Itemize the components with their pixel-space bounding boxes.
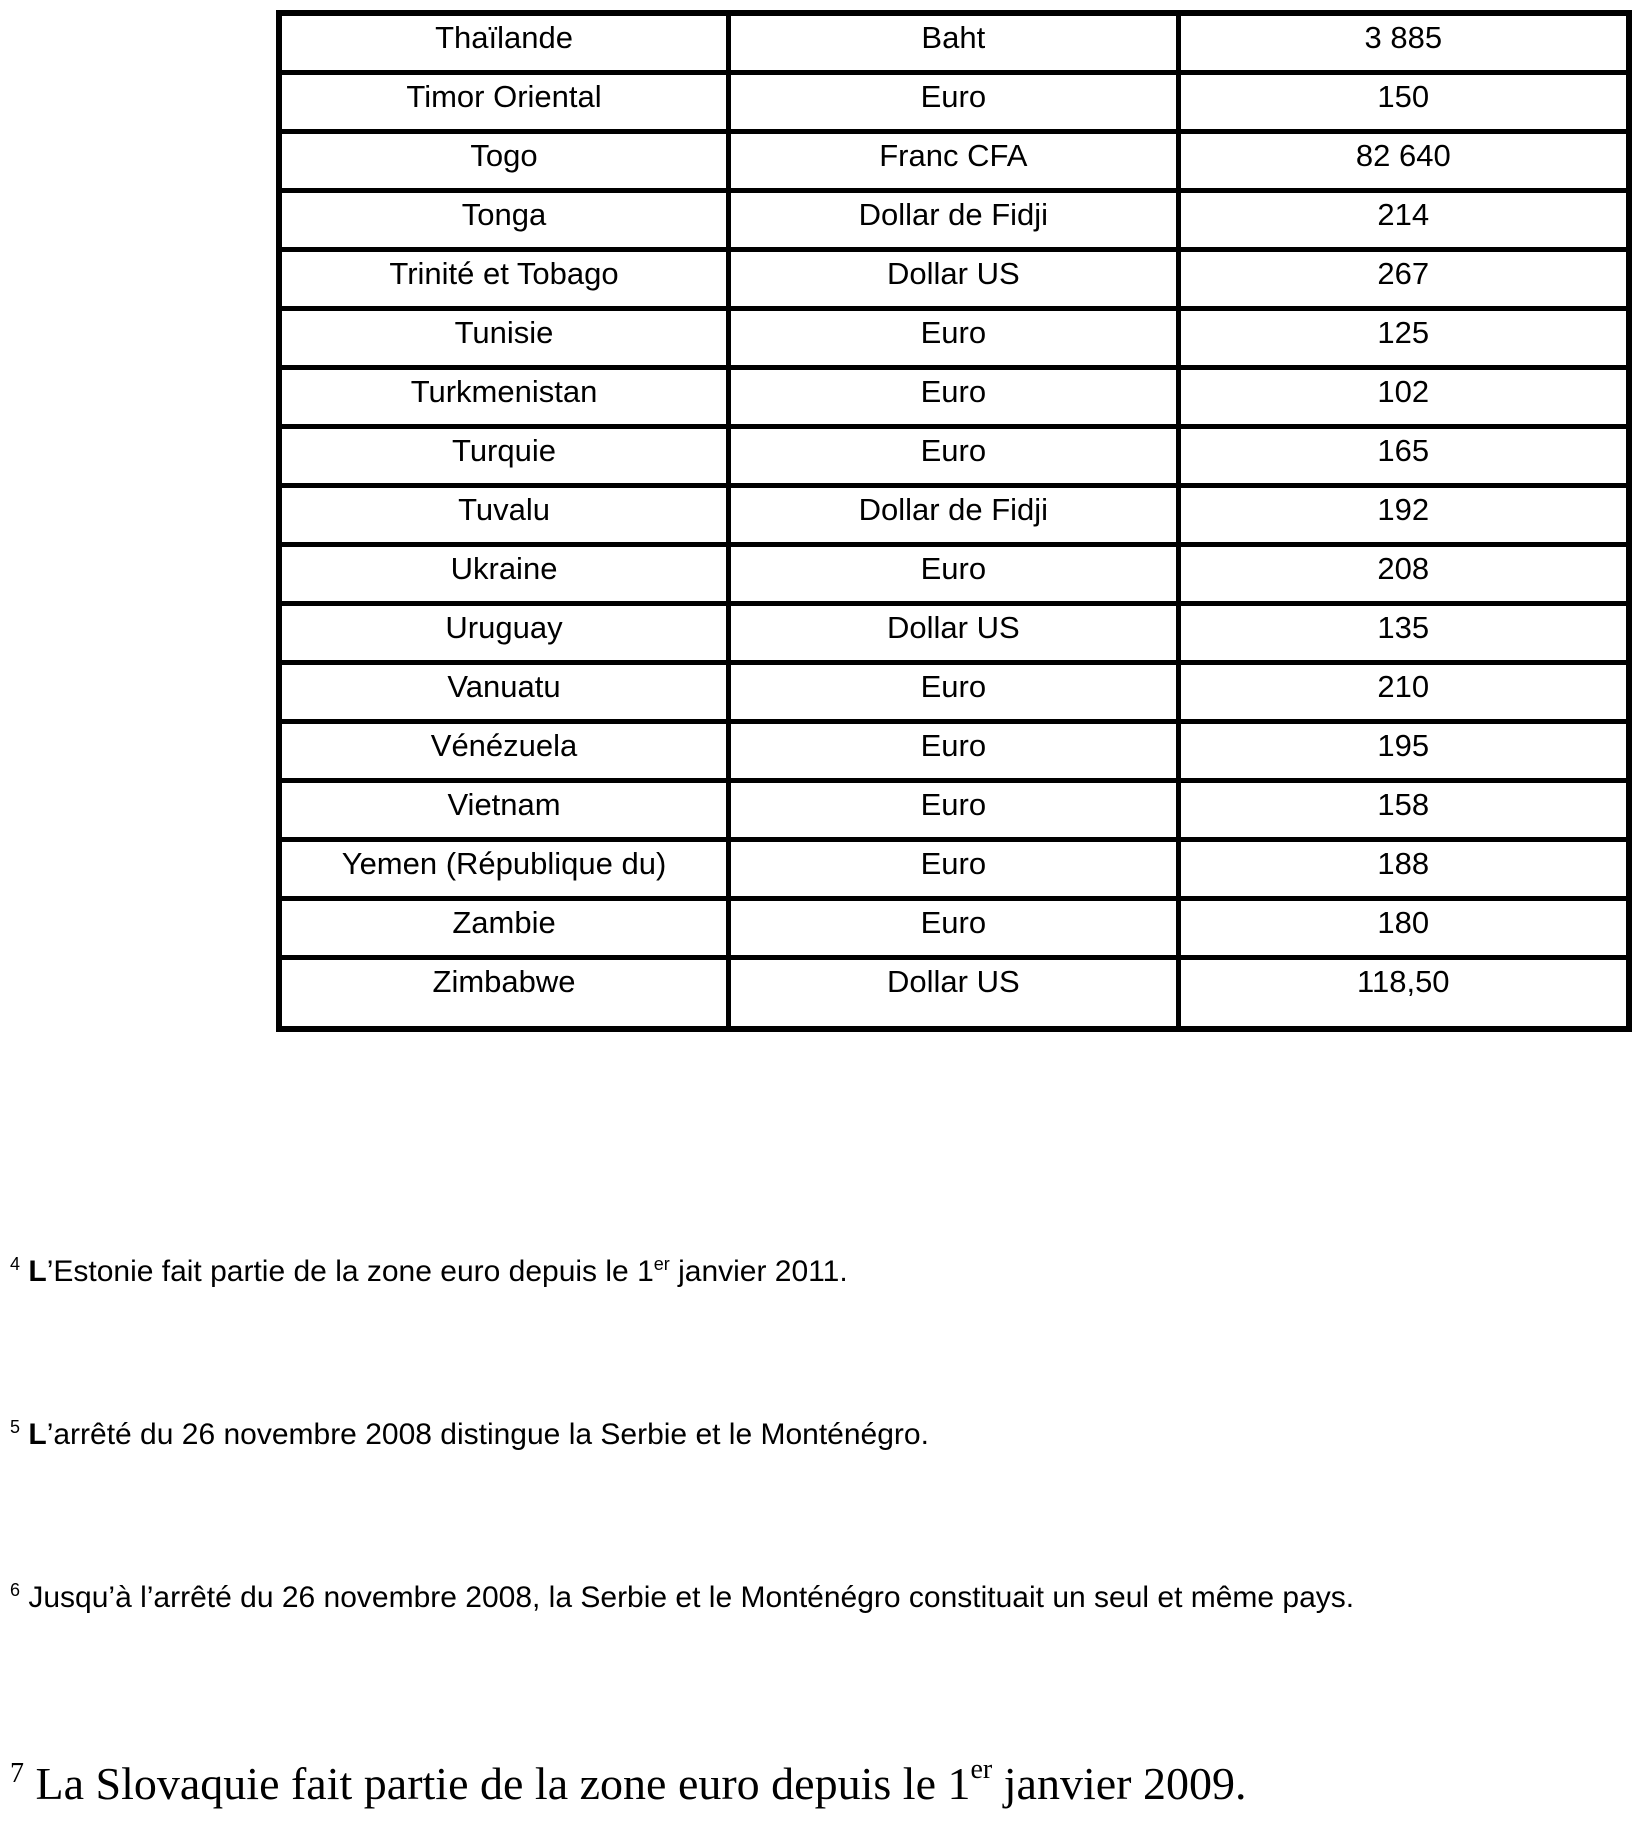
country-cell: Vanuatu	[279, 662, 729, 721]
table-body	[279, 13, 1629, 1029]
amount-cell: 180	[1178, 898, 1629, 957]
amount-cell: 208	[1178, 544, 1629, 603]
footnote-number: 6	[10, 1580, 21, 1600]
footnote-lead-letter: L	[28, 1418, 47, 1451]
country-cell: Trinité et Tobago	[279, 249, 729, 308]
currency-cell: Euro	[729, 721, 1179, 780]
amount-cell: 192	[1178, 485, 1629, 544]
table-row	[279, 190, 1629, 249]
table-row	[279, 485, 1629, 544]
currency-cell: Euro	[729, 662, 1179, 721]
footnote-superscript: er	[970, 1754, 993, 1785]
table-row	[279, 13, 1629, 72]
footnote-number: 7	[10, 1758, 24, 1789]
amount-cell: 3 885	[1178, 13, 1629, 72]
currency-cell: Dollar de Fidji	[729, 190, 1179, 249]
table-row	[279, 72, 1629, 131]
country-cell: Turquie	[279, 426, 729, 485]
table-row	[279, 780, 1629, 839]
table-row	[279, 544, 1629, 603]
amount-cell: 135	[1178, 603, 1629, 662]
country-cell: Uruguay	[279, 603, 729, 662]
footnote-text: ’arrêté du 26 novembre 2008 distingue la Serbie et le Monténégro.	[46, 1418, 929, 1451]
table-row	[279, 367, 1629, 426]
country-cell: Vénézuela	[279, 721, 729, 780]
country-cell: Zimbabwe	[279, 957, 729, 1029]
currency-cell: Dollar US	[729, 957, 1179, 1029]
amount-cell: 82 640	[1178, 131, 1629, 190]
amount-cell: 158	[1178, 780, 1629, 839]
country-cell: Tonga	[279, 190, 729, 249]
country-cell: Thaïlande	[279, 13, 729, 72]
allowance-rate-table	[276, 10, 1632, 1032]
footnote-superscript: er	[653, 1254, 670, 1274]
currency-cell: Euro	[729, 839, 1179, 898]
currency-cell: Franc CFA	[729, 131, 1179, 190]
country-cell: Timor Oriental	[279, 72, 729, 131]
amount-cell: 188	[1178, 839, 1629, 898]
country-cell: Zambie	[279, 898, 729, 957]
table-row	[279, 721, 1629, 780]
table-row	[279, 662, 1629, 721]
amount-cell: 150	[1178, 72, 1629, 131]
currency-cell: Euro	[729, 898, 1179, 957]
country-cell: Tuvalu	[279, 485, 729, 544]
currency-cell: Baht	[729, 13, 1179, 72]
country-cell: Turkmenistan	[279, 367, 729, 426]
footnote-text-end: janvier 2011.	[669, 1255, 848, 1288]
amount-cell: 125	[1178, 308, 1629, 367]
currency-cell: Euro	[729, 308, 1179, 367]
amount-cell: 210	[1178, 662, 1629, 721]
amount-cell: 267	[1178, 249, 1629, 308]
country-cell: Yemen (République du)	[279, 839, 729, 898]
country-cell: Vietnam	[279, 780, 729, 839]
amount-cell: 195	[1178, 721, 1629, 780]
footnote-text: Jusqu’à l’arrêté du 26 novembre 2008, la Serbie et le Monténégro constituait un seul et même pays.	[28, 1581, 1355, 1614]
footnote-number: 4	[10, 1254, 21, 1274]
currency-cell: Euro	[729, 367, 1179, 426]
footnote-number: 5	[10, 1417, 21, 1437]
table-row	[279, 426, 1629, 485]
table-row	[279, 131, 1629, 190]
country-cell: Ukraine	[279, 544, 729, 603]
footnote-text: La Slovaquie fait partie de la zone euro depuis le 1	[35, 1758, 971, 1809]
footnote-lead-letter: L	[28, 1255, 47, 1288]
footnote-text-end: janvier 2009.	[992, 1758, 1247, 1809]
amount-cell: 214	[1178, 190, 1629, 249]
table-row	[279, 249, 1629, 308]
table-row	[279, 603, 1629, 662]
country-cell: Togo	[279, 131, 729, 190]
table-row	[279, 839, 1629, 898]
table-row	[279, 957, 1629, 1029]
currency-cell: Euro	[729, 780, 1179, 839]
currency-cell: Euro	[729, 544, 1179, 603]
country-cell: Tunisie	[279, 308, 729, 367]
footnote-text: ’Estonie fait partie de la zone euro depuis le 1	[46, 1255, 654, 1288]
footnote-4	[10, 1252, 848, 1292]
currency-cell: Dollar de Fidji	[729, 485, 1179, 544]
currency-cell: Euro	[729, 426, 1179, 485]
footnote-7	[10, 1756, 1246, 1812]
currency-cell: Euro	[729, 72, 1179, 131]
currency-cell: Dollar US	[729, 603, 1179, 662]
table-row	[279, 898, 1629, 957]
amount-cell: 165	[1178, 426, 1629, 485]
amount-cell: 102	[1178, 367, 1629, 426]
table-row	[279, 308, 1629, 367]
footnote-5	[10, 1415, 929, 1455]
amount-cell: 118,50	[1178, 957, 1629, 1029]
currency-cell: Dollar US	[729, 249, 1179, 308]
footnote-6	[10, 1578, 1354, 1618]
